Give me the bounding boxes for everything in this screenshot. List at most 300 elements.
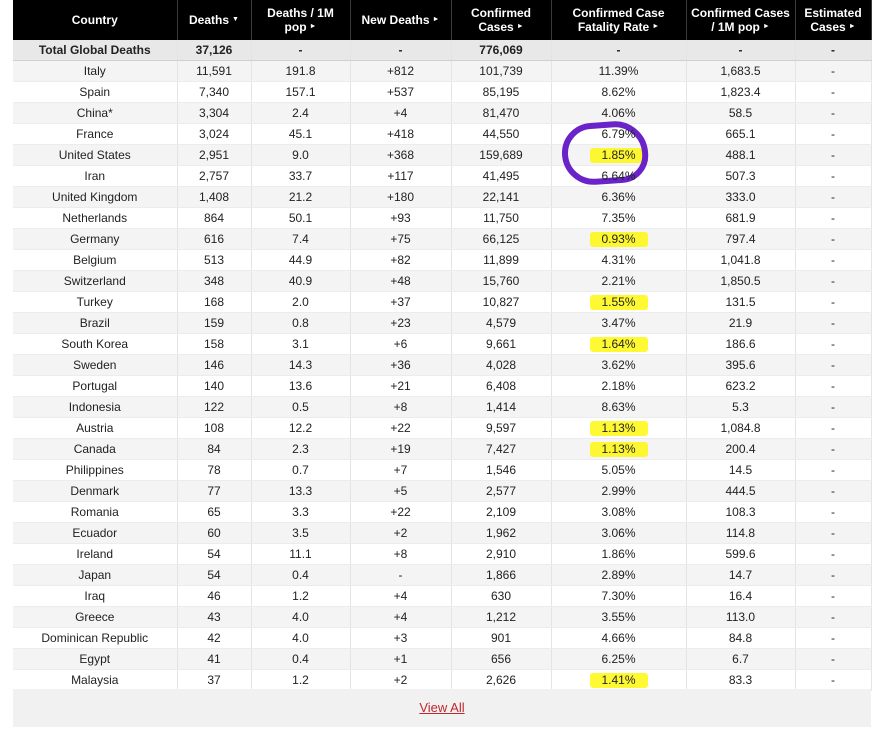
table-cell: +21	[350, 376, 451, 397]
sort-right-icon: ►	[762, 23, 770, 31]
table-cell: -	[795, 481, 871, 502]
table-cell: 1,823.4	[686, 82, 795, 103]
table-cell: +23	[350, 313, 451, 334]
table-row	[13, 544, 871, 565]
table-cell: -	[795, 523, 871, 544]
table-cell: -	[686, 40, 795, 61]
table-cell: -	[795, 586, 871, 607]
table-cell: 1,683.5	[686, 61, 795, 82]
table-row	[13, 460, 871, 481]
table-cell: 2,757	[177, 166, 251, 187]
column-header-label: Estimated Cases	[804, 5, 862, 34]
table-cell: +537	[350, 82, 451, 103]
table-cell: 3.55%	[551, 607, 686, 628]
table-cell: 1,866	[451, 565, 551, 586]
table-cell: 186.6	[686, 334, 795, 355]
table-cell: 11,899	[451, 250, 551, 271]
table-cell: -	[795, 229, 871, 250]
table-cell: -	[795, 397, 871, 418]
table-cell: +4	[350, 607, 451, 628]
table-cell: 11.39%	[551, 61, 686, 82]
table-cell: 7.35%	[551, 208, 686, 229]
table-cell: 13.3	[251, 481, 350, 502]
table-row	[13, 628, 871, 649]
table-cell: 41	[177, 649, 251, 670]
table-cell: +37	[350, 292, 451, 313]
table-cell: 2.89%	[551, 565, 686, 586]
table-row	[13, 208, 871, 229]
table-cell: 3.06%	[551, 523, 686, 544]
total-row	[13, 40, 871, 61]
table-cell: Switzerland	[13, 271, 177, 292]
table-cell: 1.2	[251, 586, 350, 607]
table-cell: +82	[350, 250, 451, 271]
table-cell: -	[795, 61, 871, 82]
table-cell: +4	[350, 103, 451, 124]
table-cell: 14.7	[686, 565, 795, 586]
table-cell: +4	[350, 586, 451, 607]
table-cell: 7,427	[451, 439, 551, 460]
table-cell: 776,069	[451, 40, 551, 61]
table-cell: 630	[451, 586, 551, 607]
table-cell: 84	[177, 439, 251, 460]
table-cell: 33.7	[251, 166, 350, 187]
table-cell: 8.63%	[551, 397, 686, 418]
table-cell: 9,661	[451, 334, 551, 355]
table-cell: 66,125	[451, 229, 551, 250]
column-header-label: Country	[71, 13, 118, 27]
table-cell: Total Global Deaths	[13, 40, 177, 61]
table-cell: +19	[350, 439, 451, 460]
table-cell: Dominican Republic	[13, 628, 177, 649]
table-row	[13, 502, 871, 523]
column-header-label: Confirmed Cases / 1M pop	[691, 5, 790, 34]
table-cell: 101,739	[451, 61, 551, 82]
table-cell: 2,910	[451, 544, 551, 565]
table-row	[13, 250, 871, 271]
stats-table-container	[13, 0, 871, 691]
table-cell: 12.2	[251, 418, 350, 439]
table-cell: -	[795, 271, 871, 292]
table-cell: Egypt	[13, 649, 177, 670]
column-header-label: Deaths	[189, 12, 230, 27]
table-cell: 1,408	[177, 187, 251, 208]
table-cell: 114.8	[686, 523, 795, 544]
table-cell: 0.93%	[551, 229, 686, 250]
table-cell: 41,495	[451, 166, 551, 187]
table-row	[13, 586, 871, 607]
table-cell: 444.5	[686, 481, 795, 502]
sort-right-icon: ►	[848, 23, 856, 31]
table-cell: +6	[350, 334, 451, 355]
table-cell: -	[795, 313, 871, 334]
table-cell: 0.8	[251, 313, 350, 334]
table-cell: Denmark	[13, 481, 177, 502]
table-cell: +418	[350, 124, 451, 145]
table-cell: 44.9	[251, 250, 350, 271]
table-cell: 2,109	[451, 502, 551, 523]
table-cell: 159	[177, 313, 251, 334]
table-cell: 14.3	[251, 355, 350, 376]
table-cell: -	[795, 607, 871, 628]
table-cell: 2.3	[251, 439, 350, 460]
table-row	[13, 271, 871, 292]
table-row	[13, 355, 871, 376]
table-cell: 157.1	[251, 82, 350, 103]
table-cell: 1.64%	[551, 334, 686, 355]
table-cell: +48	[350, 271, 451, 292]
table-cell: -	[795, 418, 871, 439]
table-cell: 4.0	[251, 628, 350, 649]
table-cell: -	[795, 103, 871, 124]
table-cell: -	[251, 40, 350, 61]
table-cell: +1	[350, 649, 451, 670]
table-cell: Ecuador	[13, 523, 177, 544]
table-cell: 3.47%	[551, 313, 686, 334]
table-cell: 8.62%	[551, 82, 686, 103]
column-header-label: Deaths / 1M pop	[267, 5, 334, 34]
column-header[interactable]	[795, 0, 871, 40]
column-header[interactable]	[551, 0, 686, 40]
table-row	[13, 61, 871, 82]
table-cell: +8	[350, 397, 451, 418]
table-cell: 1.13%	[551, 439, 686, 460]
table-cell: 11.1	[251, 544, 350, 565]
table-cell: 2.0	[251, 292, 350, 313]
table-cell: Romania	[13, 502, 177, 523]
table-cell: 65	[177, 502, 251, 523]
table-cell: 4,028	[451, 355, 551, 376]
table-cell: Sweden	[13, 355, 177, 376]
column-header-label: Confirmed Case Fatality Rate	[572, 5, 665, 34]
table-row	[13, 313, 871, 334]
table-cell: 656	[451, 649, 551, 670]
table-row	[13, 418, 871, 439]
table-row	[13, 607, 871, 628]
table-cell: Iraq	[13, 586, 177, 607]
table-cell: Canada	[13, 439, 177, 460]
table-cell: 864	[177, 208, 251, 229]
table-row	[13, 334, 871, 355]
table-header-row	[13, 0, 871, 40]
table-cell: 159,689	[451, 145, 551, 166]
table-cell: 616	[177, 229, 251, 250]
table-cell: +22	[350, 418, 451, 439]
table-cell: 11,750	[451, 208, 551, 229]
table-cell: Netherlands	[13, 208, 177, 229]
table-row	[13, 670, 871, 691]
table-cell: 1,850.5	[686, 271, 795, 292]
table-cell: 14.5	[686, 460, 795, 481]
table-cell: 37	[177, 670, 251, 691]
table-row	[13, 523, 871, 544]
table-cell: Spain	[13, 82, 177, 103]
table-body	[13, 40, 871, 691]
table-row	[13, 397, 871, 418]
table-cell: United States	[13, 145, 177, 166]
table-cell: Ireland	[13, 544, 177, 565]
table-cell: -	[795, 502, 871, 523]
table-cell: 0.7	[251, 460, 350, 481]
table-cell: 13.6	[251, 376, 350, 397]
table-cell: 22,141	[451, 187, 551, 208]
table-cell: -	[350, 40, 451, 61]
table-row	[13, 82, 871, 103]
sort-right-icon: ►	[309, 23, 317, 31]
table-row	[13, 376, 871, 397]
table-cell: 58.5	[686, 103, 795, 124]
table-cell: 113.0	[686, 607, 795, 628]
covid-stats-table	[13, 0, 872, 691]
table-cell: 7.30%	[551, 586, 686, 607]
table-cell: +7	[350, 460, 451, 481]
table-cell: 1,084.8	[686, 418, 795, 439]
table-cell: 84.8	[686, 628, 795, 649]
table-cell: -	[795, 208, 871, 229]
table-cell: 40.9	[251, 271, 350, 292]
table-cell: 200.4	[686, 439, 795, 460]
table-cell: +117	[350, 166, 451, 187]
table-cell: 3.62%	[551, 355, 686, 376]
view-all-link[interactable]: View All	[419, 700, 465, 715]
table-cell: 513	[177, 250, 251, 271]
table-cell: +812	[350, 61, 451, 82]
table-cell: 2.99%	[551, 481, 686, 502]
table-cell: 7.4	[251, 229, 350, 250]
table-cell: 131.5	[686, 292, 795, 313]
table-row	[13, 439, 871, 460]
table-cell: 122	[177, 397, 251, 418]
table-cell: 681.9	[686, 208, 795, 229]
table-cell: 191.8	[251, 61, 350, 82]
table-cell: -	[795, 82, 871, 103]
table-row	[13, 649, 871, 670]
table-cell: 4,579	[451, 313, 551, 334]
column-header[interactable]	[451, 0, 551, 40]
table-cell: 78	[177, 460, 251, 481]
table-cell: 54	[177, 544, 251, 565]
table-row	[13, 481, 871, 502]
table-cell: 3.3	[251, 502, 350, 523]
table-cell: +180	[350, 187, 451, 208]
table-cell: 10,827	[451, 292, 551, 313]
table-cell: 50.1	[251, 208, 350, 229]
table-cell: 158	[177, 334, 251, 355]
table-cell: 9.0	[251, 145, 350, 166]
table-cell: 1.41%	[551, 670, 686, 691]
table-cell: 16.4	[686, 586, 795, 607]
sort-right-icon: ►	[432, 16, 440, 24]
table-cell: -	[795, 670, 871, 691]
table-cell: 7,340	[177, 82, 251, 103]
table-cell: -	[795, 124, 871, 145]
table-cell: 797.4	[686, 229, 795, 250]
table-cell: -	[795, 649, 871, 670]
table-cell: -	[551, 40, 686, 61]
table-cell: -	[795, 292, 871, 313]
table-cell: 43	[177, 607, 251, 628]
table-cell: 1,962	[451, 523, 551, 544]
column-header-label: Confirmed Cases	[471, 5, 531, 34]
table-cell: 333.0	[686, 187, 795, 208]
table-cell: -	[795, 334, 871, 355]
table-cell: Italy	[13, 61, 177, 82]
table-cell: Belgium	[13, 250, 177, 271]
table-cell: -	[795, 187, 871, 208]
table-cell: 0.4	[251, 565, 350, 586]
table-cell: 1.55%	[551, 292, 686, 313]
table-cell: 1,212	[451, 607, 551, 628]
column-header[interactable]	[686, 0, 795, 40]
table-row	[13, 292, 871, 313]
table-cell: 6.79%	[551, 124, 686, 145]
table-cell: -	[795, 628, 871, 649]
table-cell: 5.3	[686, 397, 795, 418]
table-cell: 140	[177, 376, 251, 397]
table-cell: Brazil	[13, 313, 177, 334]
table-row	[13, 565, 871, 586]
table-cell: 81,470	[451, 103, 551, 124]
table-cell: 623.2	[686, 376, 795, 397]
table-cell: 3.5	[251, 523, 350, 544]
table-cell: 348	[177, 271, 251, 292]
table-cell: +5	[350, 481, 451, 502]
table-cell: 168	[177, 292, 251, 313]
column-header[interactable]	[177, 0, 251, 40]
table-cell: 0.4	[251, 649, 350, 670]
table-cell: Iran	[13, 166, 177, 187]
table-cell: 5.05%	[551, 460, 686, 481]
table-cell: Greece	[13, 607, 177, 628]
table-row	[13, 103, 871, 124]
table-cell: -	[795, 250, 871, 271]
table-cell: 108.3	[686, 502, 795, 523]
table-cell: +22	[350, 502, 451, 523]
table-cell: -	[350, 565, 451, 586]
table-cell: 665.1	[686, 124, 795, 145]
table-cell: 44,550	[451, 124, 551, 145]
table-cell: 85,195	[451, 82, 551, 103]
table-cell: +8	[350, 544, 451, 565]
table-cell: +93	[350, 208, 451, 229]
table-cell: United Kingdom	[13, 187, 177, 208]
table-cell: 4.66%	[551, 628, 686, 649]
table-cell: 1.2	[251, 670, 350, 691]
table-row	[13, 166, 871, 187]
table-cell: 1.13%	[551, 418, 686, 439]
sort-right-icon: ►	[516, 23, 524, 31]
table-cell: France	[13, 124, 177, 145]
table-cell: 6.64%	[551, 166, 686, 187]
table-cell: 2.18%	[551, 376, 686, 397]
table-cell: Philippines	[13, 460, 177, 481]
table-cell: 599.6	[686, 544, 795, 565]
table-cell: 21.9	[686, 313, 795, 334]
table-cell: South Korea	[13, 334, 177, 355]
table-cell: 4.0	[251, 607, 350, 628]
table-cell: -	[795, 565, 871, 586]
table-cell: 60	[177, 523, 251, 544]
table-cell: -	[795, 145, 871, 166]
table-cell: 11,591	[177, 61, 251, 82]
table-cell: Portugal	[13, 376, 177, 397]
table-cell: 83.3	[686, 670, 795, 691]
column-header[interactable]	[251, 0, 350, 40]
table-cell: Japan	[13, 565, 177, 586]
table-cell: 1,041.8	[686, 250, 795, 271]
table-cell: 2.4	[251, 103, 350, 124]
sort-down-icon: ▼	[232, 16, 239, 24]
table-cell: 108	[177, 418, 251, 439]
table-cell: 1,546	[451, 460, 551, 481]
table-cell: +75	[350, 229, 451, 250]
table-cell: +36	[350, 355, 451, 376]
table-cell: Turkey	[13, 292, 177, 313]
table-cell: 42	[177, 628, 251, 649]
table-cell: 3,304	[177, 103, 251, 124]
table-cell: -	[795, 355, 871, 376]
table-cell: 3,024	[177, 124, 251, 145]
table-cell: -	[795, 460, 871, 481]
table-row	[13, 187, 871, 208]
column-header[interactable]	[350, 0, 451, 40]
table-cell: Germany	[13, 229, 177, 250]
table-cell: 901	[451, 628, 551, 649]
table-cell: China*	[13, 103, 177, 124]
table-cell: 77	[177, 481, 251, 502]
table-cell: 37,126	[177, 40, 251, 61]
table-cell: 15,760	[451, 271, 551, 292]
column-header[interactable]	[13, 0, 177, 40]
table-cell: 2,577	[451, 481, 551, 502]
table-cell: 488.1	[686, 145, 795, 166]
table-cell: -	[795, 376, 871, 397]
table-row	[13, 145, 871, 166]
table-cell: +3	[350, 628, 451, 649]
table-row	[13, 124, 871, 145]
table-cell: 21.2	[251, 187, 350, 208]
table-row	[13, 229, 871, 250]
table-cell: 3.1	[251, 334, 350, 355]
table-cell: 9,597	[451, 418, 551, 439]
table-cell: 507.3	[686, 166, 795, 187]
table-cell: -	[795, 544, 871, 565]
table-cell: 6.36%	[551, 187, 686, 208]
table-cell: 1.86%	[551, 544, 686, 565]
table-cell: +2	[350, 523, 451, 544]
table-cell: 0.5	[251, 397, 350, 418]
sort-right-icon: ►	[652, 23, 660, 31]
table-cell: 6.7	[686, 649, 795, 670]
table-cell: 54	[177, 565, 251, 586]
table-cell: 45.1	[251, 124, 350, 145]
table-cell: +368	[350, 145, 451, 166]
table-cell: 46	[177, 586, 251, 607]
table-cell: 6,408	[451, 376, 551, 397]
table-cell: 1,414	[451, 397, 551, 418]
table-cell: -	[795, 439, 871, 460]
table-cell: 2.21%	[551, 271, 686, 292]
table-cell: 146	[177, 355, 251, 376]
table-cell: 6.25%	[551, 649, 686, 670]
column-header-label: New Deaths	[361, 12, 430, 27]
table-cell: +2	[350, 670, 451, 691]
table-cell: -	[795, 40, 871, 61]
table-footer	[13, 689, 871, 727]
table-cell: 1.85%	[551, 145, 686, 166]
table-cell: 2,951	[177, 145, 251, 166]
table-cell: 3.08%	[551, 502, 686, 523]
